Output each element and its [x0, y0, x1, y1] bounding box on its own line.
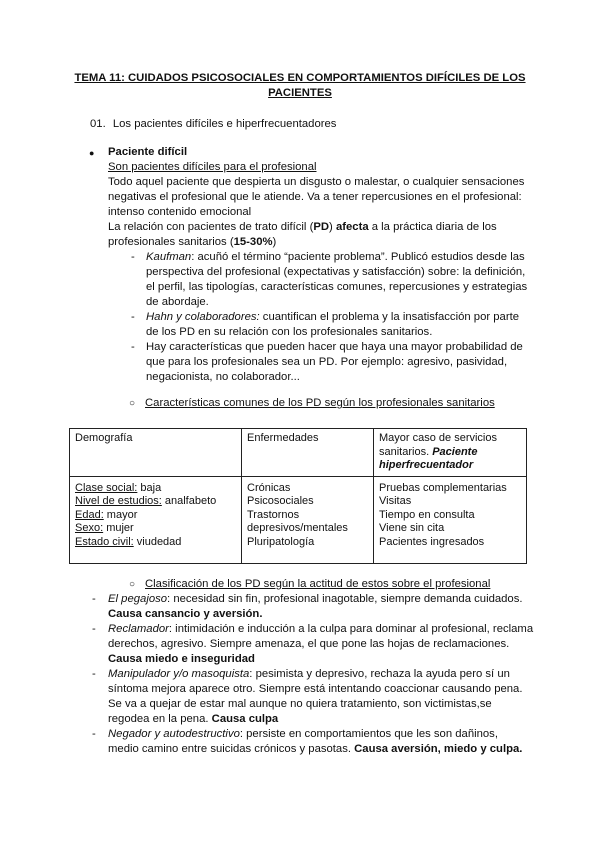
pegajoso-name: El pegajoso — [108, 593, 168, 605]
reclamador-name: Reclamador — [108, 623, 169, 635]
demografia-value: mujer — [103, 522, 134, 534]
pegajoso-cause: Causa cansancio y aversión. — [108, 608, 263, 620]
characteristics-item — [146, 340, 523, 385]
hahn-item — [146, 310, 519, 340]
header-hiperfrecuentador: hiperfrecuentador — [379, 459, 474, 471]
pd-text: ) — [272, 236, 277, 248]
circle-bullet-icon: ○ — [129, 398, 136, 409]
pd-text: profesionales sanitarios ( — [108, 236, 234, 248]
table-header-cell — [374, 429, 527, 477]
manipulador-cause: Causa culpa — [211, 713, 279, 725]
demografia-key: Edad: — [75, 508, 104, 521]
hahn-name: Hahn y colaboradores: — [146, 311, 260, 323]
demografia-line — [75, 482, 236, 496]
demografia-line — [75, 509, 236, 523]
table-cell-enfermedades — [242, 476, 374, 563]
manipulador-text: Se va a quejar de estar mal aunque no quiera tratamiento, son victimistas,se — [108, 698, 492, 710]
enfermedad-item: Psicosociales — [247, 495, 314, 507]
kaufman-text: de abordaje. — [146, 296, 209, 308]
servicio-item: Tiempo en consulta — [379, 508, 475, 521]
demografia-key: Nivel de estudios: — [75, 495, 162, 507]
section-heading — [90, 117, 336, 132]
bullet-icon: ● — [89, 148, 95, 158]
reclamador-cause: Causa miedo e inseguridad — [108, 653, 255, 665]
paciente-dificil-subheading: Son pacientes difíciles para el profesional — [108, 161, 317, 173]
dash-marker: - — [92, 668, 96, 680]
servicio-item: Viene sin cita — [379, 522, 445, 534]
manipulador-item — [108, 667, 522, 727]
demografia-value: viudedad — [133, 535, 182, 548]
header-demografia: Demografía — [75, 432, 133, 444]
enfermedad-item: depresivos/mentales — [247, 522, 348, 534]
pd-text: a la práctica diaria de los — [368, 221, 497, 233]
dash-marker: - — [92, 593, 96, 605]
characteristics-text: Hay características que pueden hacer que haya una mayor probabilidad de — [146, 341, 523, 353]
characteristics-table — [69, 428, 527, 564]
dash-marker: - — [92, 623, 96, 635]
pd-affects: afecta — [335, 221, 369, 233]
table-header-cell — [70, 429, 242, 477]
manipulador-text: síntoma mejora aparece otro. Siempre está intentando coaccionar causando pena. — [108, 683, 523, 695]
doc-title-line2: PACIENTES — [268, 87, 332, 99]
kaufman-text: : acuñó el término “paciente problema”. Publicó estudios desde las — [191, 251, 525, 263]
demografia-line — [75, 522, 236, 536]
servicio-item: Visitas — [379, 495, 412, 507]
demografia-value: baja — [137, 481, 162, 494]
pegajoso-text: : necesidad sin fin, profesional inagotable, siempre demanda cuidados. — [167, 593, 523, 605]
manipulador-text: regodea en la pena. — [108, 713, 212, 725]
table-header-cell — [242, 429, 374, 477]
header-servicios: sanitarios. — [379, 445, 433, 458]
header-hiperfrecuentador: Paciente — [432, 445, 478, 458]
pegajoso-item — [108, 592, 523, 622]
pd-abbrev: PD — [313, 221, 330, 233]
enfermedad-item: Pluripatología — [247, 535, 315, 548]
kaufman-text: perspectiva del profesional (expectativas y satisfacción) sobre: la definición, — [146, 266, 526, 278]
demografia-value: analfabeto — [161, 495, 217, 507]
negador-name: Negador y autodestructivo — [108, 728, 240, 740]
paciente-dificil-heading: Paciente difícil — [108, 146, 188, 158]
demografia-key: Estado civil: — [75, 535, 134, 548]
kaufman-text: el perfil, las tipologías, características comunes, repercusiones y estrategias — [146, 281, 528, 293]
enfermedad-item: Trastornos — [247, 508, 300, 521]
header-servicios: Mayor caso de servicios — [379, 432, 497, 444]
negador-text: medio camino entre suicidas crónicos y pasotas. — [108, 743, 355, 755]
negador-cause: Causa aversión, miedo y culpa. — [354, 743, 523, 755]
manipulador-text: : pesimista y depresivo, rechaza la ayuda pero sí un — [249, 668, 510, 680]
kaufman-name: Kaufman — [146, 251, 192, 263]
reclamador-text: derechos, agresivo. Siempre amenaza, el que pone las hojas de reclamaciones. — [108, 638, 510, 650]
classification-subheading: Clasificación de los PD según la actitud de estos sobre el profesional — [145, 578, 491, 590]
servicio-item: Pacientes ingresados — [379, 535, 485, 548]
header-enfermedades: Enfermedades — [247, 432, 319, 444]
demografia-key: Sexo: — [75, 522, 104, 534]
hahn-text: cuantifican el problema y la insatisfacción por parte — [259, 311, 520, 323]
section-title: Los pacientes difíciles e hiperfrecuentadores — [112, 118, 337, 130]
enfermedad-item: Crónicas — [247, 481, 291, 494]
reclamador-text: : intimidación e inducción a la culpa para dominar al profesional, reclama — [168, 623, 534, 635]
dash-marker: - — [131, 341, 135, 353]
negador-item — [108, 727, 522, 757]
definition-line: Todo aquel paciente que despierta un disgusto o malestar, o cualquier sensaciones — [108, 176, 525, 188]
dash-marker: - — [131, 251, 135, 263]
table-cell-demografia — [70, 476, 242, 563]
demografia-line — [75, 536, 236, 550]
hahn-text: de los PD en su relación con los profesionales sanitarios. — [146, 326, 433, 338]
pd-paragraph — [108, 220, 497, 250]
table-cell-servicios — [374, 476, 527, 563]
pd-percentage: 15-30% — [233, 236, 273, 248]
circle-bullet-icon: ○ — [129, 579, 136, 590]
characteristics-text: que para los profesionales sea un PD. Por ejemplo: agresivo, pasividad, — [146, 356, 508, 368]
definition-line: intenso contenido emocional — [108, 206, 252, 218]
characteristics-text: negacionista, no colaborador... — [146, 371, 300, 383]
reclamador-item — [108, 622, 533, 667]
negador-text: : persiste en comportamientos que les son dañinos, — [239, 728, 498, 740]
table-row — [70, 476, 527, 563]
pd-text: La relación con pacientes de trato difícil ( — [108, 221, 314, 233]
demografia-value: mayor — [103, 508, 138, 521]
kaufman-item — [146, 250, 527, 310]
table-header-row — [70, 429, 527, 477]
definition-line: negativas el profesional que le atiende. Va a tener repercusiones en el profesional: — [108, 191, 522, 203]
doc-title-line1: TEMA 11: CUIDADOS PSICOSOCIALES EN COMPORTAMIENTOS DIFÍCILES DE LOS — [74, 72, 526, 84]
manipulador-name: Manipulador y/o masoquista — [108, 668, 250, 680]
dash-marker: - — [92, 728, 96, 740]
section-number: 01. — [90, 118, 106, 130]
demografia-key: Clase social: — [75, 481, 138, 494]
characteristics-subheading: Características comunes de los PD según los profesionales sanitarios — [145, 397, 495, 409]
servicio-item: Pruebas complementarias — [379, 481, 507, 494]
definition-paragraph — [108, 175, 524, 220]
demografia-line — [75, 495, 236, 509]
doc-title — [60, 71, 540, 101]
pd-text: ) — [329, 221, 336, 233]
dash-marker: - — [131, 311, 135, 323]
